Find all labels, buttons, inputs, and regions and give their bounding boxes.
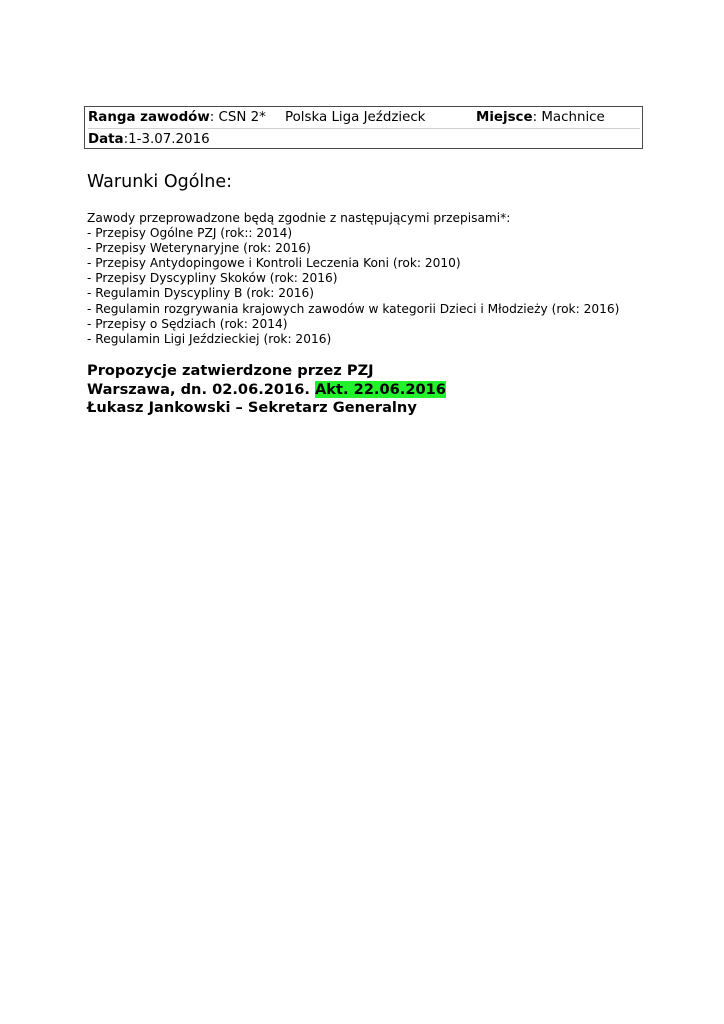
approval-date-line (87, 381, 446, 400)
rule-item: - Regulamin Dyscypliny B (rok: 2016) (87, 286, 315, 301)
rule-item: - Regulamin Ligi Jeździeckiej (rok: 2016) (87, 331, 332, 346)
competition-header-table (84, 106, 643, 149)
place-label: Miejsce (476, 110, 533, 125)
rule-item: - Przepisy o Sędziach (rok: 2014) (87, 316, 288, 331)
date-value: :1-3.07.2016 (123, 132, 210, 147)
rule-item: - Regulamin rozgrywania krajowych zawodów w kategorii Dzieci i Młodzieży (rok: 2016) (87, 301, 620, 316)
rule-item: - Przepisy Antydopingowe i Kontroli Leczenia Koni (rok: 2010) (87, 256, 461, 271)
header-row-date (88, 129, 210, 150)
rule-item: - Przepisy Dyscypliny Skoków (rok: 2016) (87, 271, 338, 286)
signatory-line: Łukasz Jankowski – Sekretarz Generalny (87, 399, 417, 416)
rules-block (87, 211, 619, 347)
approval-line: Propozycje zatwierdzone przez PZJ (87, 362, 374, 379)
header-row-rank-place (88, 107, 640, 129)
league-name: Polska Liga Jeździeck (285, 110, 426, 125)
place-field (476, 107, 605, 128)
rule-item: - Przepisy Weterynaryjne (rok: 2016) (87, 241, 311, 256)
rule-item: - Przepisy Ogólne PZJ (rok:: 2014) (87, 226, 293, 241)
rules-intro: Zawody przeprowadzone będą zgodnie z następującymi przepisami*: (87, 211, 511, 225)
rank-label: Ranga zawodów (88, 110, 210, 125)
section-title: Warunki Ogólne: (87, 172, 233, 192)
approval-block (87, 362, 446, 418)
place-value: : Machnice (532, 110, 605, 125)
rules-list (87, 226, 619, 347)
approval-date: Warszawa, dn. 02.06.2016. (87, 380, 316, 398)
rank-value: : CSN 2* (209, 110, 266, 125)
date-label: Data (88, 132, 124, 147)
updated-date-highlight: Akt. 22.06.2016 (315, 380, 446, 398)
